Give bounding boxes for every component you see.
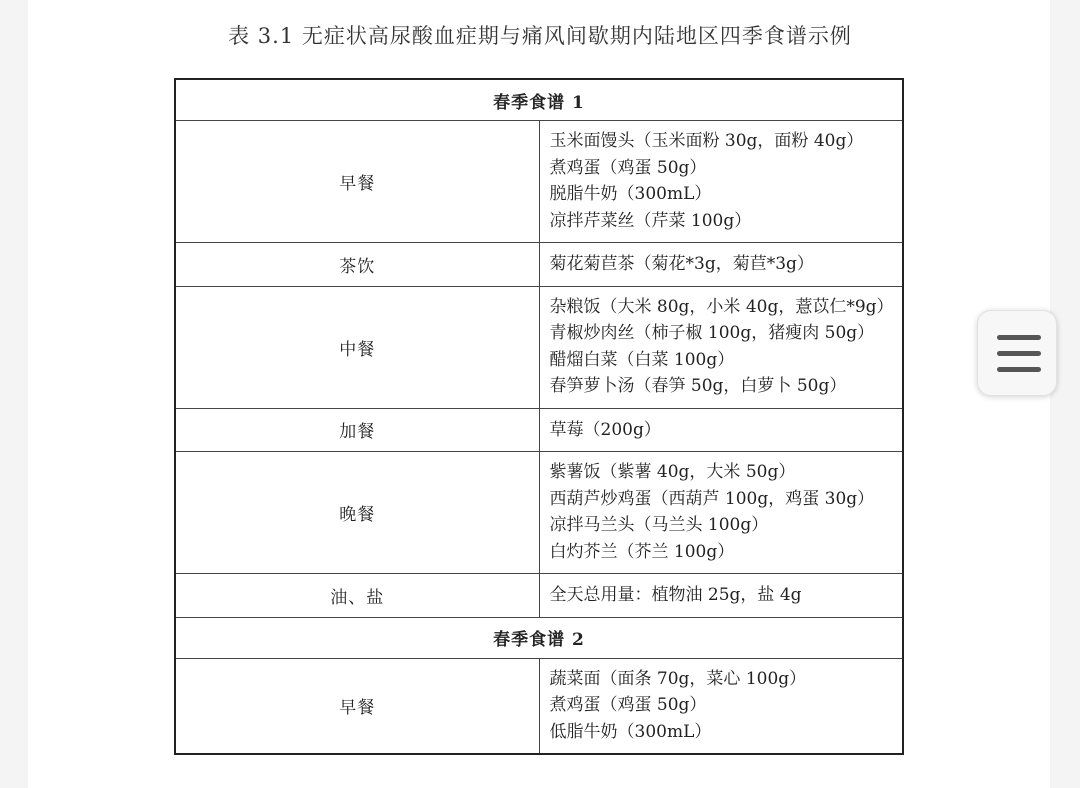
food-item: 春笋萝卜汤（春笋 50g，白萝卜 50g） bbox=[549, 376, 847, 396]
meal-items bbox=[539, 121, 903, 243]
table-row bbox=[175, 452, 903, 574]
food-item: 煮鸡蛋（鸡蛋 50g） bbox=[549, 157, 707, 178]
meal-items bbox=[539, 243, 903, 287]
meal-items bbox=[539, 574, 903, 618]
meal-label: 茶饮 bbox=[175, 243, 539, 287]
food-item: 脱脂牛奶（300mL） bbox=[549, 184, 712, 204]
food-item: 青椒炒肉丝（柿子椒 100g，猪瘦肉 50g） bbox=[549, 323, 875, 343]
table-caption: 表 3.1 无症状高尿酸血症期与痛风间歇期内陆地区四季食谱示例 bbox=[228, 24, 852, 48]
section-heading: 春季食谱 2 bbox=[175, 617, 903, 658]
meal-items bbox=[539, 658, 903, 754]
food-item: 西葫芦炒鸡蛋（西葫芦 100g，鸡蛋 30g） bbox=[549, 488, 875, 509]
food-item: 全天总用量：植物油 25g，盐 4g bbox=[549, 585, 802, 605]
table-row bbox=[175, 658, 903, 754]
meal-label: 中餐 bbox=[175, 286, 539, 408]
food-item: 蔬菜面（面条 70g，菜心 100g） bbox=[549, 668, 807, 689]
food-item: 玉米面馒头（玉米面粉 30g，面粉 40g） bbox=[549, 131, 864, 151]
meal-label: 早餐 bbox=[175, 121, 539, 243]
food-item: 紫薯饭（紫薯 40g，大米 50g） bbox=[549, 462, 796, 482]
food-item: 白灼芥兰（芥兰 100g） bbox=[549, 541, 735, 562]
food-item: 凉拌马兰头（马兰头 100g） bbox=[549, 515, 769, 535]
table-row bbox=[175, 286, 903, 408]
food-item: 醋熘白菜（白菜 100g） bbox=[549, 349, 735, 370]
food-item: 杂粮饭（大米 80g，小米 40g，薏苡仁*9g） bbox=[549, 296, 894, 317]
table-row bbox=[175, 574, 903, 618]
meal-items bbox=[539, 452, 903, 574]
table-row bbox=[175, 243, 903, 287]
meal-label: 早餐 bbox=[175, 658, 539, 754]
section-heading-row bbox=[175, 617, 903, 658]
food-item: 凉拌芹菜丝（芹菜 100g） bbox=[549, 210, 752, 231]
table-row bbox=[175, 408, 903, 452]
meal-label: 加餐 bbox=[175, 408, 539, 452]
section-heading: 春季食谱 1 bbox=[175, 79, 903, 121]
food-item: 草莓（200g） bbox=[549, 419, 661, 440]
food-item: 低脂牛奶（300mL） bbox=[549, 721, 712, 742]
meal-label: 油、盐 bbox=[175, 574, 539, 618]
recipe-table bbox=[174, 78, 904, 755]
hamburger-menu-button[interactable] bbox=[977, 310, 1057, 396]
meal-items bbox=[539, 408, 903, 452]
food-item: 煮鸡蛋（鸡蛋 50g） bbox=[549, 695, 707, 715]
meal-label: 晚餐 bbox=[175, 452, 539, 574]
section-heading-row bbox=[175, 79, 903, 121]
meal-items bbox=[539, 286, 903, 408]
food-item: 菊花菊苣茶（菊花*3g，菊苣*3g） bbox=[549, 254, 814, 274]
table-row bbox=[175, 121, 903, 243]
